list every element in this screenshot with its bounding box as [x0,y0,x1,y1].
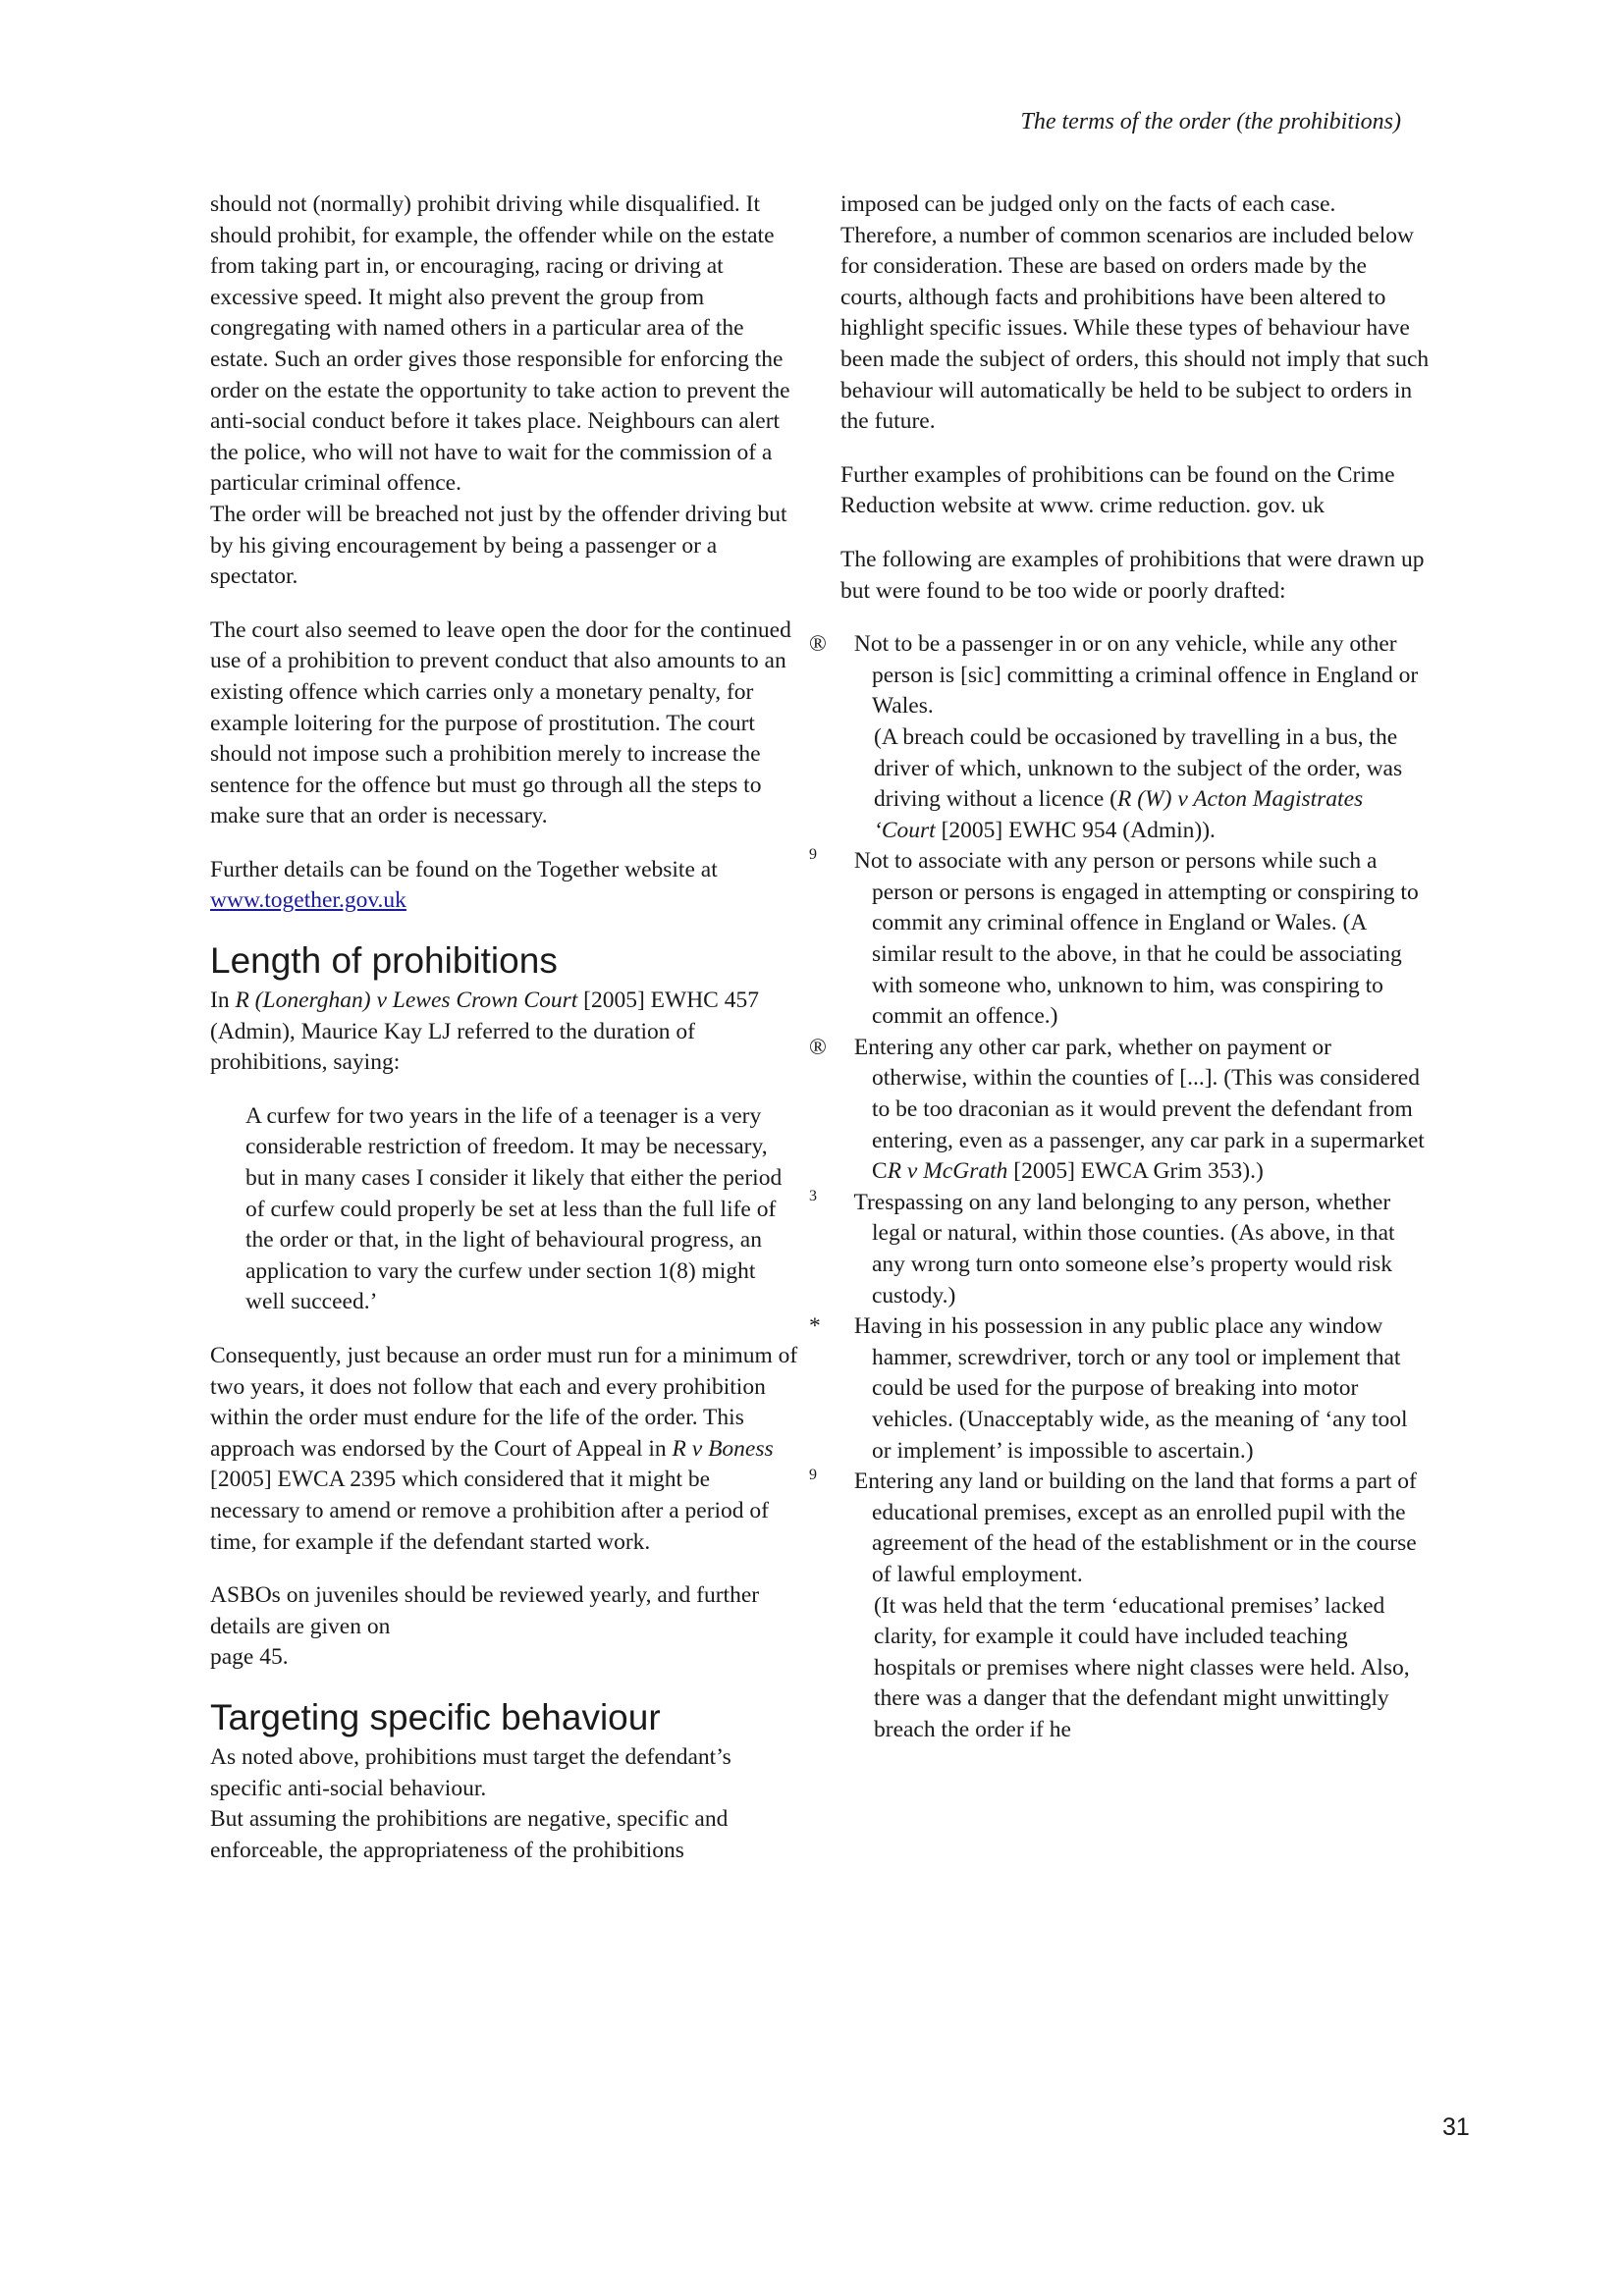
left-column [210,189,799,1866]
paragraph-text: Consequently, just because an order must run for a minimum of two years, it does not follow that each and every prohibition within the order must endure for the life of the order. This approach was endorsed by the Court of Appeal in [210,1343,798,1462]
list-item [809,629,1430,846]
paragraph-text: Further details can be found on the Together website at [210,856,718,882]
bullet-icon: ® [809,1034,827,1060]
paragraph: The order will be breached not just by the offender driving but by his giving encouragement by being a passenger or a spectator. [210,501,787,590]
list-item [809,1311,1430,1467]
paragraph [210,1580,799,1674]
block-quote: A curfew for two years in the life of a teenager is a very considerable restriction of freedom. It may be necessary, but in many cases I consider it likely that either the period of curfew could properly be set at less than the full life of the order or that, in the light of behavioural progress, an application to vary the curfew under section 1(8) might well succeed.’ [245,1102,783,1315]
list-item-note: (It was held that the term ‘educational premises’ lacked clarity, for example it could have included teaching hospitals or premises where night classes were held. Also, there was a danger that the defendant might unwittingly breach the order if he [874,1592,1410,1742]
list-item [809,1033,1430,1188]
paragraph [210,855,799,917]
right-column [809,189,1430,1746]
paragraph: But assuming the prohibitions are negative, specific and enforceable, the appropriateness of the prohibitions [210,1806,729,1863]
list-item: 9 Entering any land or building on the land that forms a part of educational premises, except as an enrolled pupil with the agreement of the head of the establishment or in the course of lawful employment. (It was held that the term ‘educational premises’ lacked clarity, for example it could have included teaching hospitals or premises where night classes were held. Also, there was a danger that the defendant might unwittingly breach the order if he [840,1467,1430,1745]
paragraph: imposed can be judged only on the facts of each case. Therefore, a number of common scenarios are included below for consideration. These are based on orders made by the courts, although facts and prohibitions have been altered to highlight specific issues. While these types of behaviour have been made the subject of orders, this should not imply that such behaviour will automatically be held to be subject to orders in the future. [840,191,1430,435]
case-name: R (W) v Acton Magistrates ‘Court [874,786,1364,843]
list-item-note [872,722,1430,846]
paragraph: Further examples of prohibitions can be found on the Crime Reduction website at www. crime reduction. gov. uk [840,461,1395,519]
list-item-text: Entering any other car park, whether on payment or otherwise, within the counties of [...]. (This was considered to be too draconian as it would prevent the defendant from entering, even as a passenger, any car park in a supermarket C [848,1034,1425,1185]
paragraph-text: ASBOs on juveniles should be reviewed yearly, and further details are given on [210,1582,760,1639]
page-number: 31 [1442,2113,1470,2141]
paragraph-text: [2005] EWCA 2395 which considered that it might be necessary to amend or remove a prohibition after a period of time, for example if the defendant started work. [210,1467,770,1555]
list-item-text: Having in his possession in any public place any window hammer, screwdriver, torch or any tool or implement that could be used for the purpose of breaking into motor vehicles. (Unacceptably wide, as the meaning of ‘any tool or implement’ is impossible to ascertain.) [848,1313,1408,1464]
section-heading-length: Length of prohibitions [210,940,558,982]
note-text: [2005] EWHC 954 (Admin)). [935,817,1216,843]
paragraph: The court also seemed to leave open the door for the continued use of a prohibition to prevent conduct that also amounts to an existing offence which carries only a monetary penalty, for example loitering for the purpose of prostitution. The court should not impose such a prohibition merely to increase the sentence for the offence but must go through all the steps to make sure that an order is necessary. [210,616,791,829]
bullet-icon: * [809,1313,821,1340]
paragraph [210,986,799,1079]
section-heading-targeting: Targeting specific behaviour [210,1696,661,1737]
paragraph: The following are examples of prohibitions that were drawn up but were found to be too wide or poorly drafted: [840,546,1425,604]
list-item-text: Entering any land or building on the land that forms a part of educational premises, except as an enrolled pupil with the agreement of the head of the establishment or in the course of lawful employment. [848,1468,1417,1587]
paragraph-text: [2005] EWHC 457 (Admin), Maurice Kay LJ referred to the duration of prohibitions, saying: [210,988,759,1076]
note-text: (A breach could be occasioned by travelling in a bus, the driver of which, unknown to the subject of the order, was driving without a licence ( [874,723,1403,813]
paragraph: should not (normally) prohibit driving while disqualified. It should prohibit, for example, the offender while on the estate from taking part in, or encouraging, racing or driving at excessive speed. It might also prevent the group from congregating with named others in a particular area of the estate. Such an order gives those responsible for enforcing the order on the estate the opportunity to take action to prevent the anti-social conduct before it takes place. Neighbours can alert the police, who will not have to wait for the commission of a particular criminal offence. [210,191,790,497]
list-item-text: Trespassing on any land belonging to any person, whether legal or natural, within those counties. (As above, in that any wrong turn onto someone else’s property would risk custody.) [848,1189,1395,1308]
paragraph: As noted above, prohibitions must target the defendant’s specific anti-social behaviour. [210,1743,731,1801]
running-header: The terms of the order (the prohibitions) [1020,109,1401,134]
case-name: R v McGrath [887,1158,1008,1185]
list-item-text: [2005] EWCA Grim 353).) [1007,1158,1264,1185]
page-reference: page 45. [210,1644,289,1671]
paragraph-text: In [210,988,236,1014]
together-website-link[interactable]: www.together.gov.uk [210,887,406,914]
list-item: 3 Trespassing on any land belonging to any person, whether legal or natural, within those counties. (As above, in that any wrong turn onto someone else’s property would risk custody.) [809,1187,1395,1308]
list-item-text: Not to be a passenger in or on any vehicle, while any other person is [sic] committing a criminal offence in England or Wales. [848,631,1419,720]
list-item-text: Not to associate with any person or persons while such a person or persons is engaged in attempting or conspiring to commit any criminal offence in England or Wales. (A similar result to the above, in that he could be associating with someone who, unknown to him, was conspiring to commit an offence.) [848,848,1419,1030]
bullet-icon: ® [809,631,827,658]
list-item: 9 Not to associate with any person or persons while such a person or persons is engaged in attempting or conspiring to commit any criminal offence in England or Wales. (A similar result to the above, in that he could be associating with someone who, unknown to him, was conspiring to commit an offence.) [809,846,1419,1030]
paragraph [210,1341,799,1558]
case-name: R (Lonerghan) v Lewes Crown Court [235,988,578,1014]
case-name: R v Boness [672,1435,774,1462]
